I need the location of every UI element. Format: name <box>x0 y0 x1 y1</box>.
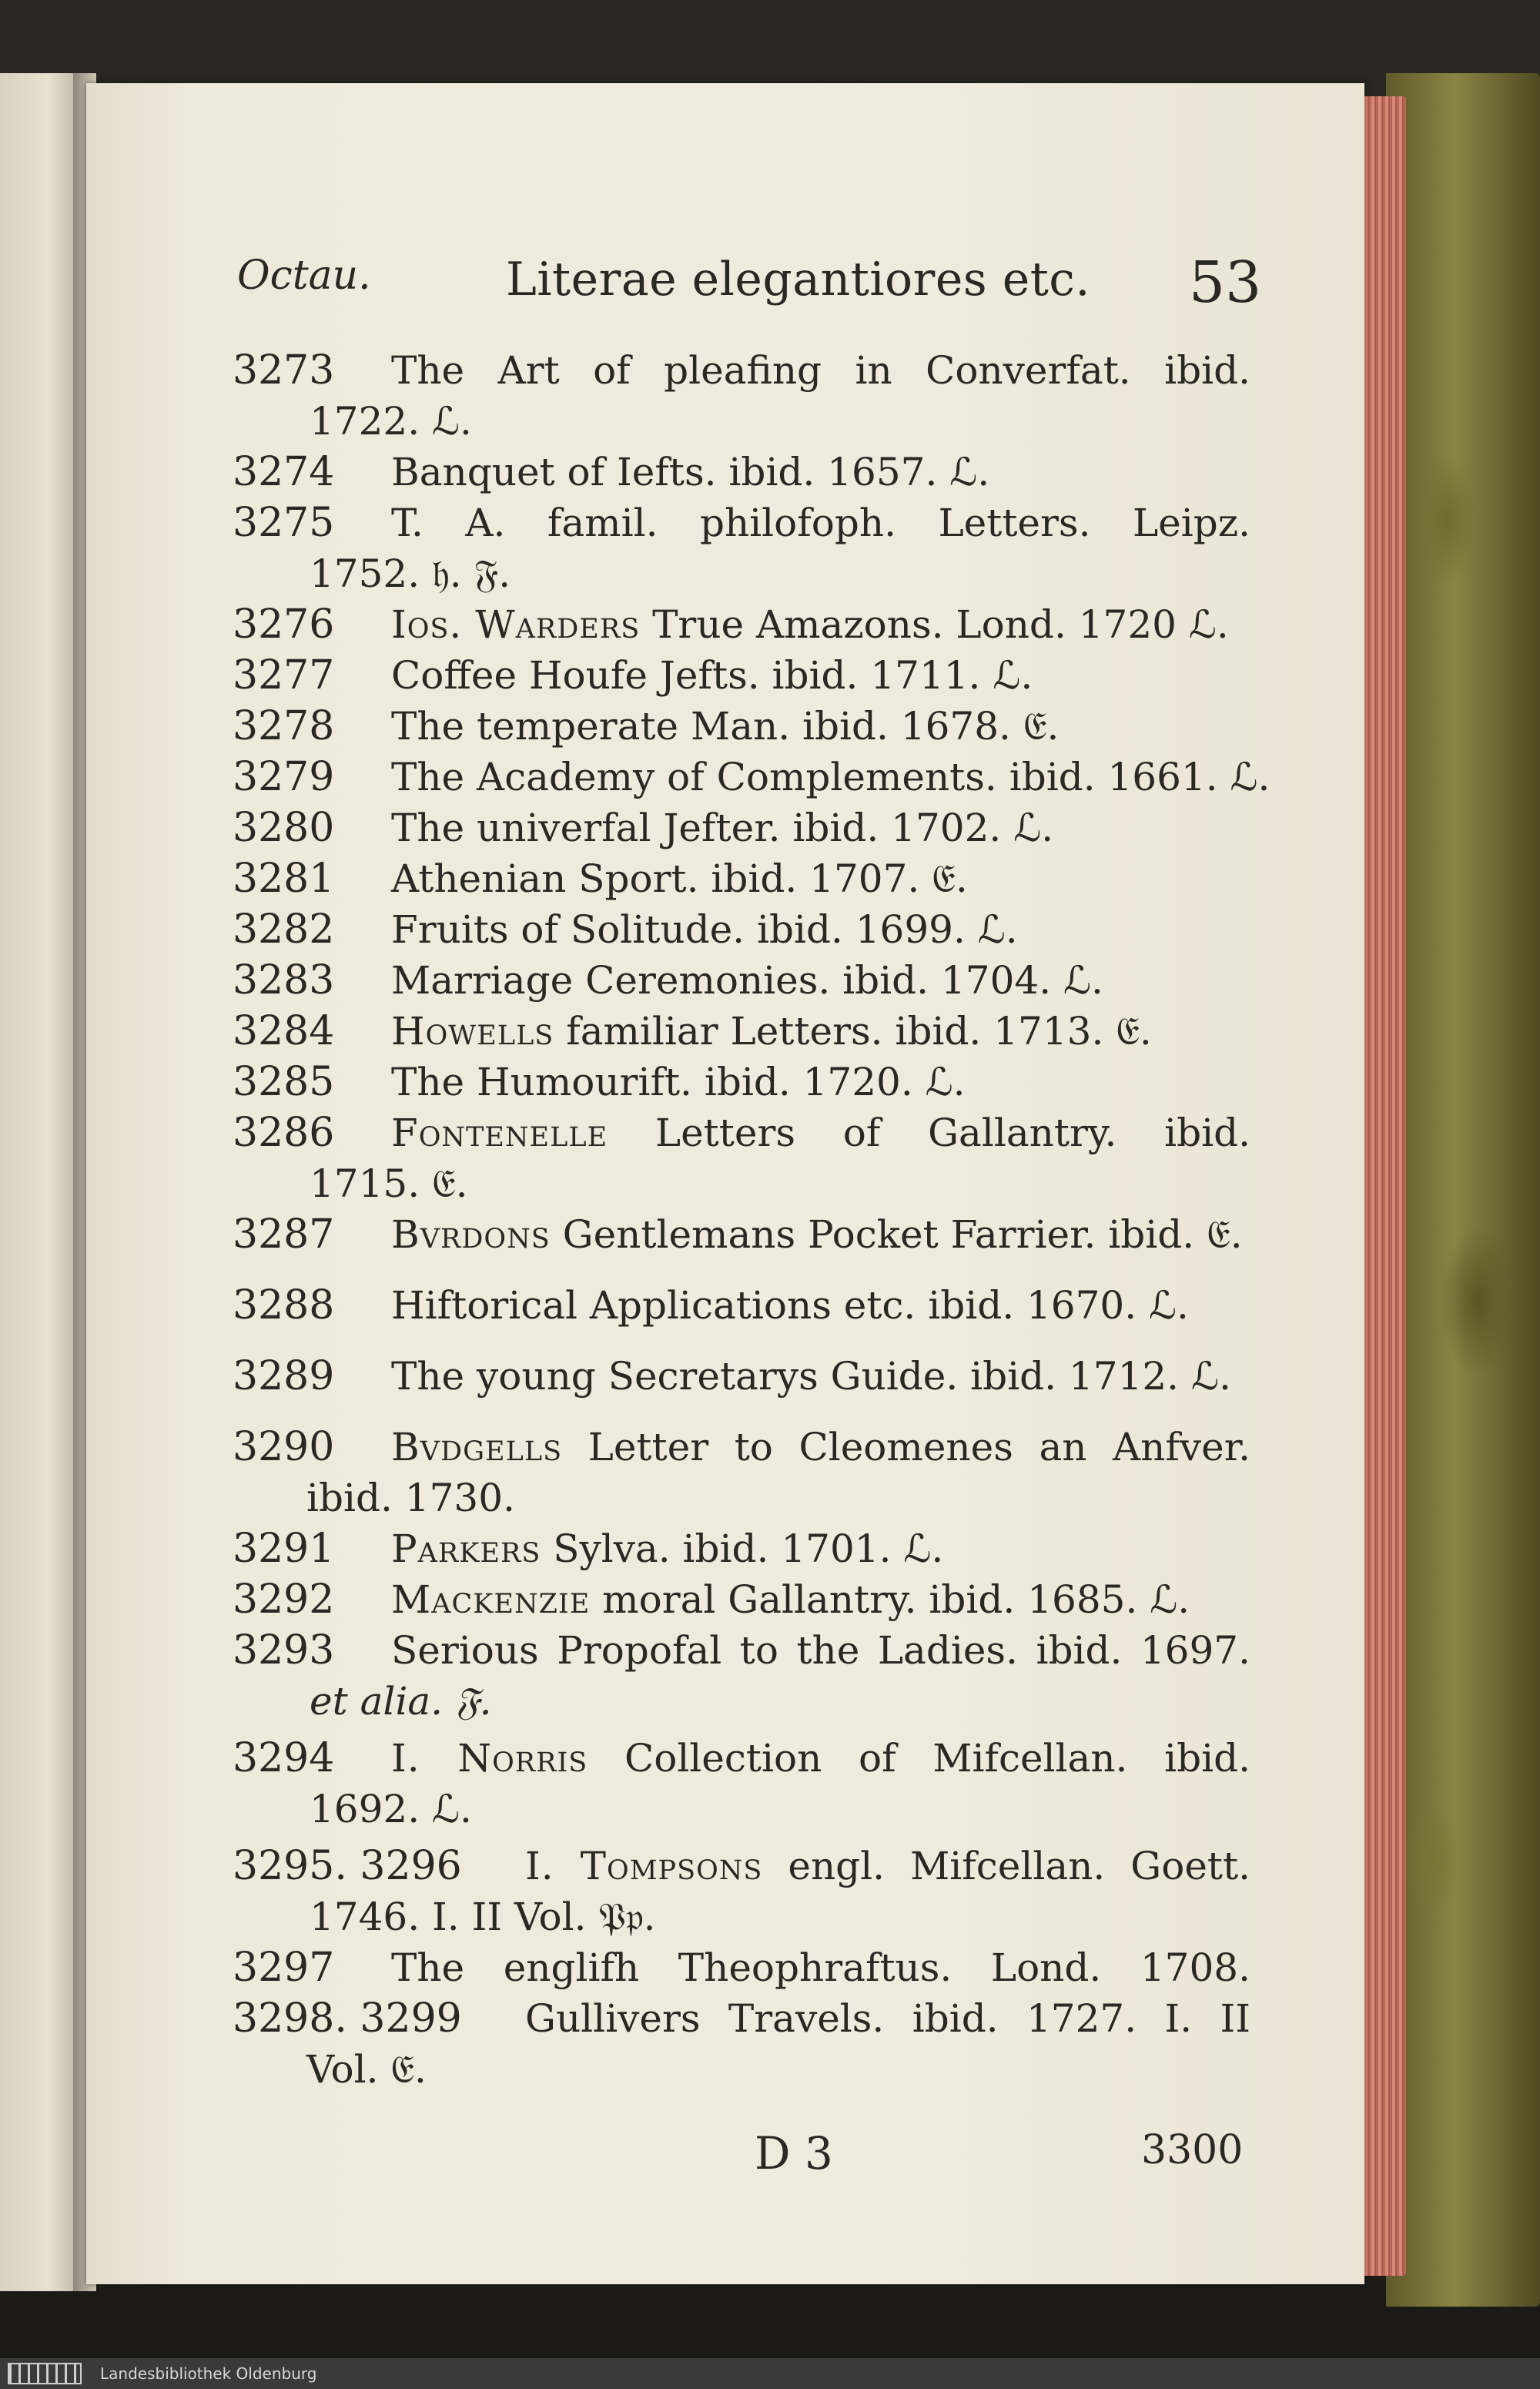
entry-title: Fruits of Solitude. ibid. 1699. ℒ. <box>391 907 1018 952</box>
entry-title: The univerfal Jefter. ibid. 1702. ℒ. <box>391 806 1054 850</box>
entry-number: 3297 <box>233 1945 335 1991</box>
catalogue-entry <box>86 498 1364 599</box>
entry-rest: Collection of Mifcellan. ibid. <box>588 1736 1250 1781</box>
entry-title: Hiftorical Applications etc. ibid. 1670. ℒ. <box>391 1283 1189 1328</box>
catalogue-entry <box>86 853 1364 904</box>
catchword: 3300 <box>1141 2127 1244 2173</box>
entry-rest: Gentlemans Pocket Farrier. ibid. 𝔈. <box>550 1212 1243 1257</box>
entry-title <box>525 1841 1250 1891</box>
library-logo-icon <box>8 2363 82 2384</box>
entry-number: 3273 <box>233 347 335 394</box>
entry-title: Serious Propofal to the Ladies. ibid. 1697. <box>391 1628 1250 1673</box>
entry-continuation: 1715. 𝔈. <box>310 1161 468 1206</box>
catalogue-entry <box>86 955 1364 1006</box>
catalogue-entry <box>86 752 1364 802</box>
entry-number: 3293 <box>233 1627 335 1674</box>
catalogue-entry <box>86 599 1364 650</box>
catalogue-entry <box>86 1993 1364 2095</box>
entry-author: Bvrdons <box>391 1212 551 1257</box>
entry-rest: Letters of Gallantry. ibid. <box>608 1111 1250 1155</box>
entry-number: 3281 <box>233 856 335 902</box>
entry-title: Gullivers Travels. ibid. 1727. I. II <box>525 1996 1250 2041</box>
signature-mark: D 3 <box>755 2127 833 2180</box>
book-page <box>86 83 1364 2284</box>
entry-continuation: 1722. ℒ. <box>310 399 472 444</box>
catalogue-entry <box>86 1625 1364 1727</box>
catalogue-entry <box>86 1733 1364 1834</box>
entry-number: 3290 <box>233 1424 335 1470</box>
marbled-cover <box>1386 73 1540 2307</box>
section-title: Literae elegantiores etc. <box>506 253 1090 307</box>
catalogue-entry <box>86 1280 1364 1331</box>
entry-author: Parkers <box>391 1526 541 1571</box>
entry-title: The young Secretarys Guide. ibid. 1712. ℒ. <box>391 1354 1231 1399</box>
entry-title: Banquet of Iefts. ibid. 1657. ℒ. <box>391 450 990 494</box>
entry-continuation: 1746. I. II Vol. 𝔓𝔭. <box>310 1895 656 1939</box>
entry-rest: True Amazons. Lond. 1720 ℒ. <box>640 602 1229 647</box>
catalogue-entry <box>86 1351 1364 1402</box>
entry-continuation: 1692. ℒ. <box>310 1787 472 1831</box>
catalogue-entry <box>86 1841 1364 1942</box>
catalogue-entry <box>86 1422 1364 1523</box>
catalogue-entry <box>86 904 1364 955</box>
format-label: Octau. <box>237 253 371 299</box>
entry-rest: familiar Letters. ibid. 1713. 𝔈. <box>554 1009 1152 1054</box>
running-head <box>86 250 1364 316</box>
catalogue-entry <box>86 650 1364 701</box>
entry-number: 3280 <box>233 805 335 851</box>
catalogue-entry <box>86 1523 1364 1574</box>
catalogue-entry <box>86 1574 1364 1625</box>
entry-continuation: ibid. 1730. <box>306 1476 515 1520</box>
catalogue-entry <box>86 447 1364 498</box>
entry-number: 3289 <box>233 1353 335 1399</box>
entry-number: 3276 <box>233 601 335 648</box>
catalogue-entry <box>86 1942 1364 1993</box>
entry-continuation: Vol. 𝔈. <box>306 2047 427 2092</box>
entry-number: 3277 <box>233 652 335 699</box>
entry-title: The Humourift. ibid. 1720. ℒ. <box>391 1060 966 1104</box>
entry-number: 3274 <box>233 449 335 495</box>
facing-page-edge <box>0 73 81 2291</box>
catalogue-entry <box>86 1209 1364 1260</box>
entry-rest: moral Gallantry. ibid. 1685. ℒ. <box>590 1577 1190 1622</box>
library-name: Landesbibliothek Oldenburg <box>100 2364 317 2383</box>
entry-title: The temperate Man. ibid. 1678. 𝔈. <box>391 704 1060 749</box>
entry-author: Ios. Warders <box>391 602 641 647</box>
catalogue-entry <box>86 701 1364 752</box>
entry-title: Coffee Houfe Jefts. ibid. 1711. ℒ. <box>391 653 1033 698</box>
entry-author: Mackenzie <box>391 1577 591 1622</box>
entry-title: The englifh Theophraftus. Lond. 1708. <box>391 1945 1250 1990</box>
catalogue-entries <box>86 345 1364 2095</box>
entry-number: 3284 <box>233 1008 335 1054</box>
entry-number: 3287 <box>233 1211 335 1258</box>
entry-title: The Art of pleafing in Converfat. ibid. <box>391 348 1250 393</box>
entry-title <box>391 1107 1250 1158</box>
entry-title <box>391 1574 1250 1625</box>
entry-author: I. Norris <box>391 1736 588 1781</box>
entry-rest: Sylva. ibid. 1701. ℒ. <box>541 1526 944 1571</box>
entry-number: 3291 <box>233 1526 335 1572</box>
entry-number: 3282 <box>233 906 335 953</box>
entry-number: 3294 <box>233 1735 335 1781</box>
entry-number: 3279 <box>233 754 335 800</box>
entry-continuation: et alia. 𝔉. <box>310 1679 492 1724</box>
entry-title <box>391 1209 1250 1260</box>
page-number: 53 <box>1189 250 1262 316</box>
entry-title: Marriage Ceremonies. ibid. 1704. ℒ. <box>391 958 1103 1003</box>
page-footer <box>86 2127 1364 2189</box>
entry-title <box>391 1006 1250 1057</box>
entry-author: Fontenelle <box>391 1111 608 1155</box>
entry-number: 3298. 3299 <box>233 1995 462 2042</box>
library-credit-bar <box>0 2358 1540 2389</box>
entry-title <box>391 1733 1250 1784</box>
catalogue-entry <box>86 345 1364 447</box>
entry-title <box>391 1523 1250 1574</box>
entry-number: 3278 <box>233 703 335 749</box>
entry-number: 3286 <box>233 1110 335 1156</box>
catalogue-entry <box>86 1057 1364 1107</box>
entry-number: 3295. 3296 <box>233 1843 462 1889</box>
entry-author: Bvdgells <box>391 1425 563 1469</box>
entry-number: 3285 <box>233 1059 335 1105</box>
entry-number: 3292 <box>233 1576 335 1623</box>
entry-number: 3283 <box>233 957 335 1004</box>
catalogue-entry <box>86 1107 1364 1209</box>
entry-title <box>391 599 1250 650</box>
entry-title: Athenian Sport. ibid. 1707. 𝔈. <box>391 856 968 901</box>
entry-author: Howells <box>391 1009 554 1054</box>
entry-number: 3275 <box>233 500 335 546</box>
entry-title: The Academy of Complements. ibid. 1661. ℒ. <box>391 755 1270 799</box>
entry-author: I. Tompsons <box>525 1844 763 1888</box>
entry-rest: engl. Mifcellan. Goett. <box>762 1844 1250 1888</box>
entry-title <box>391 1422 1250 1473</box>
entry-number: 3288 <box>233 1282 335 1329</box>
entry-rest: Letter to Cleomenes an Anfver. <box>562 1425 1250 1469</box>
catalogue-entry <box>86 802 1364 853</box>
entry-continuation: 1752. 𝔥. 𝔉. <box>310 551 511 596</box>
entry-title: T. A. famil. philofoph. Letters. Leipz. <box>391 501 1250 545</box>
catalogue-entry <box>86 1006 1364 1057</box>
